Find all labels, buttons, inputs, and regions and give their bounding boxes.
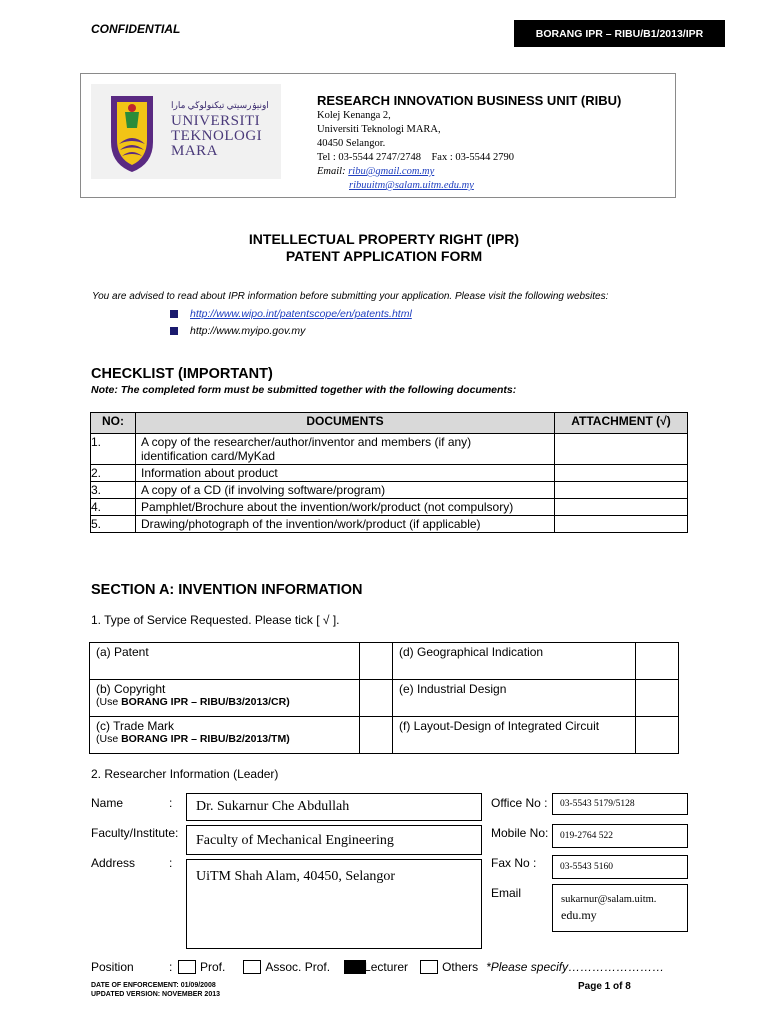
checklist-table (90, 412, 688, 533)
enforcement-date: DATE OF ENFORCEMENT: 01/09/2008 (91, 982, 216, 989)
prof-option-label: Prof. (200, 960, 226, 974)
mobile-field[interactable] (552, 824, 688, 848)
faculty-field[interactable] (186, 825, 482, 855)
row-document: A copy of a CD (if involving software/program) (136, 482, 555, 499)
org-address (317, 109, 514, 193)
office-field[interactable] (552, 793, 688, 815)
lecturer-checkbox[interactable] (344, 960, 366, 974)
row-document-line1: A copy of the researcher/author/inventor and members (if any) (141, 435, 472, 449)
service-design-label: (e) Industrial Design (393, 680, 636, 717)
page-number: Page 1 of 8 (578, 981, 631, 992)
form-title-line2: PATENT APPLICATION FORM (285, 248, 483, 264)
email-field[interactable] (552, 884, 688, 932)
copyright-text: (b) Copyright (96, 682, 166, 696)
service-row (90, 680, 679, 717)
question-1: 1. Type of Service Requested. Please tick [ √ ]. (91, 613, 340, 627)
row-no: 3. (91, 482, 136, 499)
service-copyright-tickbox[interactable] (360, 680, 393, 717)
col-attachment-header: ATTACHMENT (√) (555, 413, 688, 434)
trademark-form-code: BORANG IPR – RIBU/B2/2013/TM) (121, 733, 290, 745)
specify-text: *Please specify…………………… (486, 960, 665, 974)
form-title-line1: INTELLECTUAL PROPERTY RIGHT (IPR) (248, 231, 520, 247)
logo-jawi-text: اونيۏرسيتي تيكنولوڬي مارا (171, 100, 269, 110)
address-line-2: Universiti Teknologi MARA, (317, 124, 441, 135)
checklist-heading: CHECKLIST (IMPORTANT) (91, 366, 273, 382)
form-code-text: BORANG IPR – RIBU/B1/2013/IPR (535, 27, 704, 40)
logo-line-1: UNIVERSITI (171, 113, 261, 129)
myipo-link[interactable]: http://www.myipo.gov.my (190, 325, 306, 337)
address-value: UiTM Shah Alam, 40450, Selangor (196, 869, 396, 884)
email-value-line1: sukarnur@salam.uitm. (561, 894, 657, 905)
bullet-icon (170, 310, 178, 318)
name-colon: : (169, 796, 173, 810)
service-row (90, 717, 679, 754)
assoc-prof-option-label: Assoc. Prof. (265, 960, 331, 974)
fax-value: 03-5543 5160 (560, 862, 614, 872)
service-patent-label: (a) Patent (90, 643, 360, 680)
email-link-1[interactable]: ribu@gmail.com.my (348, 166, 435, 177)
logo-line-2: TEKNOLOGI (171, 128, 263, 144)
row-document (136, 434, 555, 465)
attachment-cell[interactable] (555, 499, 688, 516)
attachment-cell[interactable] (555, 465, 688, 482)
section-a-heading: SECTION A: INVENTION INFORMATION (91, 582, 363, 598)
office-value: 03-5543 5179/5128 (560, 799, 635, 809)
confidential-label: CONFIDENTIAL (91, 22, 181, 36)
col-no-header: NO: (91, 413, 136, 434)
row-document: Information about product (136, 465, 555, 482)
lecturer-option-label: Lecturer (364, 960, 409, 974)
attachment-cell[interactable] (555, 434, 688, 465)
attachment-cell[interactable] (555, 516, 688, 533)
advice-text: You are advised to read about IPR information before submitting your application. Please visit the following websites: (92, 291, 609, 302)
question-2: 2. Researcher Information (Leader) (91, 767, 279, 781)
col-documents-header: DOCUMENTS (136, 413, 555, 434)
service-geo-tickbox[interactable] (636, 643, 679, 680)
office-label: Office No : (491, 796, 548, 810)
service-layout-label: (f) Layout-Design of Integrated Circuit (393, 717, 636, 754)
others-option-label: Others (442, 960, 479, 974)
service-trademark-tickbox[interactable] (360, 717, 393, 754)
service-patent-tickbox[interactable] (360, 643, 393, 680)
wipo-link[interactable]: http://www.wipo.int/patentscope/en/patents.html (190, 308, 412, 320)
table-row (91, 499, 688, 516)
address-line-3: 40450 Selangor. (317, 138, 386, 149)
logo-line-3: MARA (171, 143, 219, 159)
tel-text: Tel : 03-5544 2747/2748 (317, 152, 421, 163)
service-copyright-label (90, 680, 360, 717)
checklist-note: Note: The completed form must be submitted together with the following documents: (91, 384, 517, 396)
row-document-line2: identification card/MyKad (141, 449, 276, 463)
table-row (91, 434, 688, 465)
row-no: 2. (91, 465, 136, 482)
trademark-use-prefix: (Use (96, 733, 122, 745)
service-row (90, 643, 679, 680)
attachment-cell[interactable] (555, 482, 688, 499)
table-header-row (91, 413, 688, 434)
row-document: Pamphlet/Brochure about the invention/work/product (not compulsory) (136, 499, 555, 516)
row-no: 1. (91, 434, 136, 465)
org-name: RESEARCH INNOVATION BUSINESS UNIT (RIBU) (317, 93, 622, 108)
email-label: Email: (317, 166, 346, 177)
name-field[interactable] (186, 793, 482, 821)
service-type-table (89, 642, 679, 754)
copyright-form-code: BORANG IPR – RIBU/B3/2013/CR) (121, 696, 290, 708)
position-colon: : (169, 960, 173, 974)
faculty-value: Faculty of Mechanical Engineering (196, 833, 394, 848)
form-code-badge (514, 20, 725, 47)
row-document: Drawing/photograph of the invention/work/product (if applicable) (136, 516, 555, 533)
email-label: Email (491, 886, 522, 900)
email-value-line2: edu.my (561, 908, 597, 922)
table-row (91, 516, 688, 533)
table-row (91, 465, 688, 482)
name-label: Name (91, 796, 124, 810)
others-checkbox[interactable] (420, 960, 438, 974)
letterhead-box (80, 73, 676, 198)
copyright-use-prefix: (Use (96, 696, 122, 708)
address-colon: : (169, 856, 173, 870)
address-field[interactable] (186, 859, 482, 949)
service-trademark-label (90, 717, 360, 754)
bullet-icon (170, 327, 178, 335)
mobile-label: Mobile No: (491, 826, 549, 840)
name-value: Dr. Sukarnur Che Abdullah (196, 799, 350, 814)
service-layout-tickbox[interactable] (636, 717, 679, 754)
mobile-value: 019-2764 522 (560, 831, 614, 841)
assoc-prof-checkbox[interactable] (243, 960, 261, 974)
row-no: 5. (91, 516, 136, 533)
trademark-text: (c) Trade Mark (96, 719, 175, 733)
table-row (91, 482, 688, 499)
prof-checkbox[interactable] (178, 960, 196, 974)
position-label: Position (91, 960, 134, 974)
fax-label: Fax No : (491, 856, 537, 870)
position-options (178, 960, 664, 974)
updated-version: UPDATED VERSION: NOVEMBER 2013 (91, 991, 221, 998)
row-no: 4. (91, 499, 136, 516)
address-label: Address (91, 856, 136, 870)
faculty-label: Faculty/Institute: (91, 826, 179, 840)
fax-text: Fax : 03-5544 2790 (431, 152, 515, 163)
address-line-1: Kolej Kenanga 2, (317, 110, 391, 121)
service-design-tickbox[interactable] (636, 680, 679, 717)
uitm-logo (91, 84, 281, 179)
fax-field[interactable] (552, 855, 688, 879)
email-link-2[interactable]: ribuuitm@salam.uitm.edu.my (349, 180, 474, 191)
service-geo-label: (d) Geographical Indication (393, 643, 636, 680)
